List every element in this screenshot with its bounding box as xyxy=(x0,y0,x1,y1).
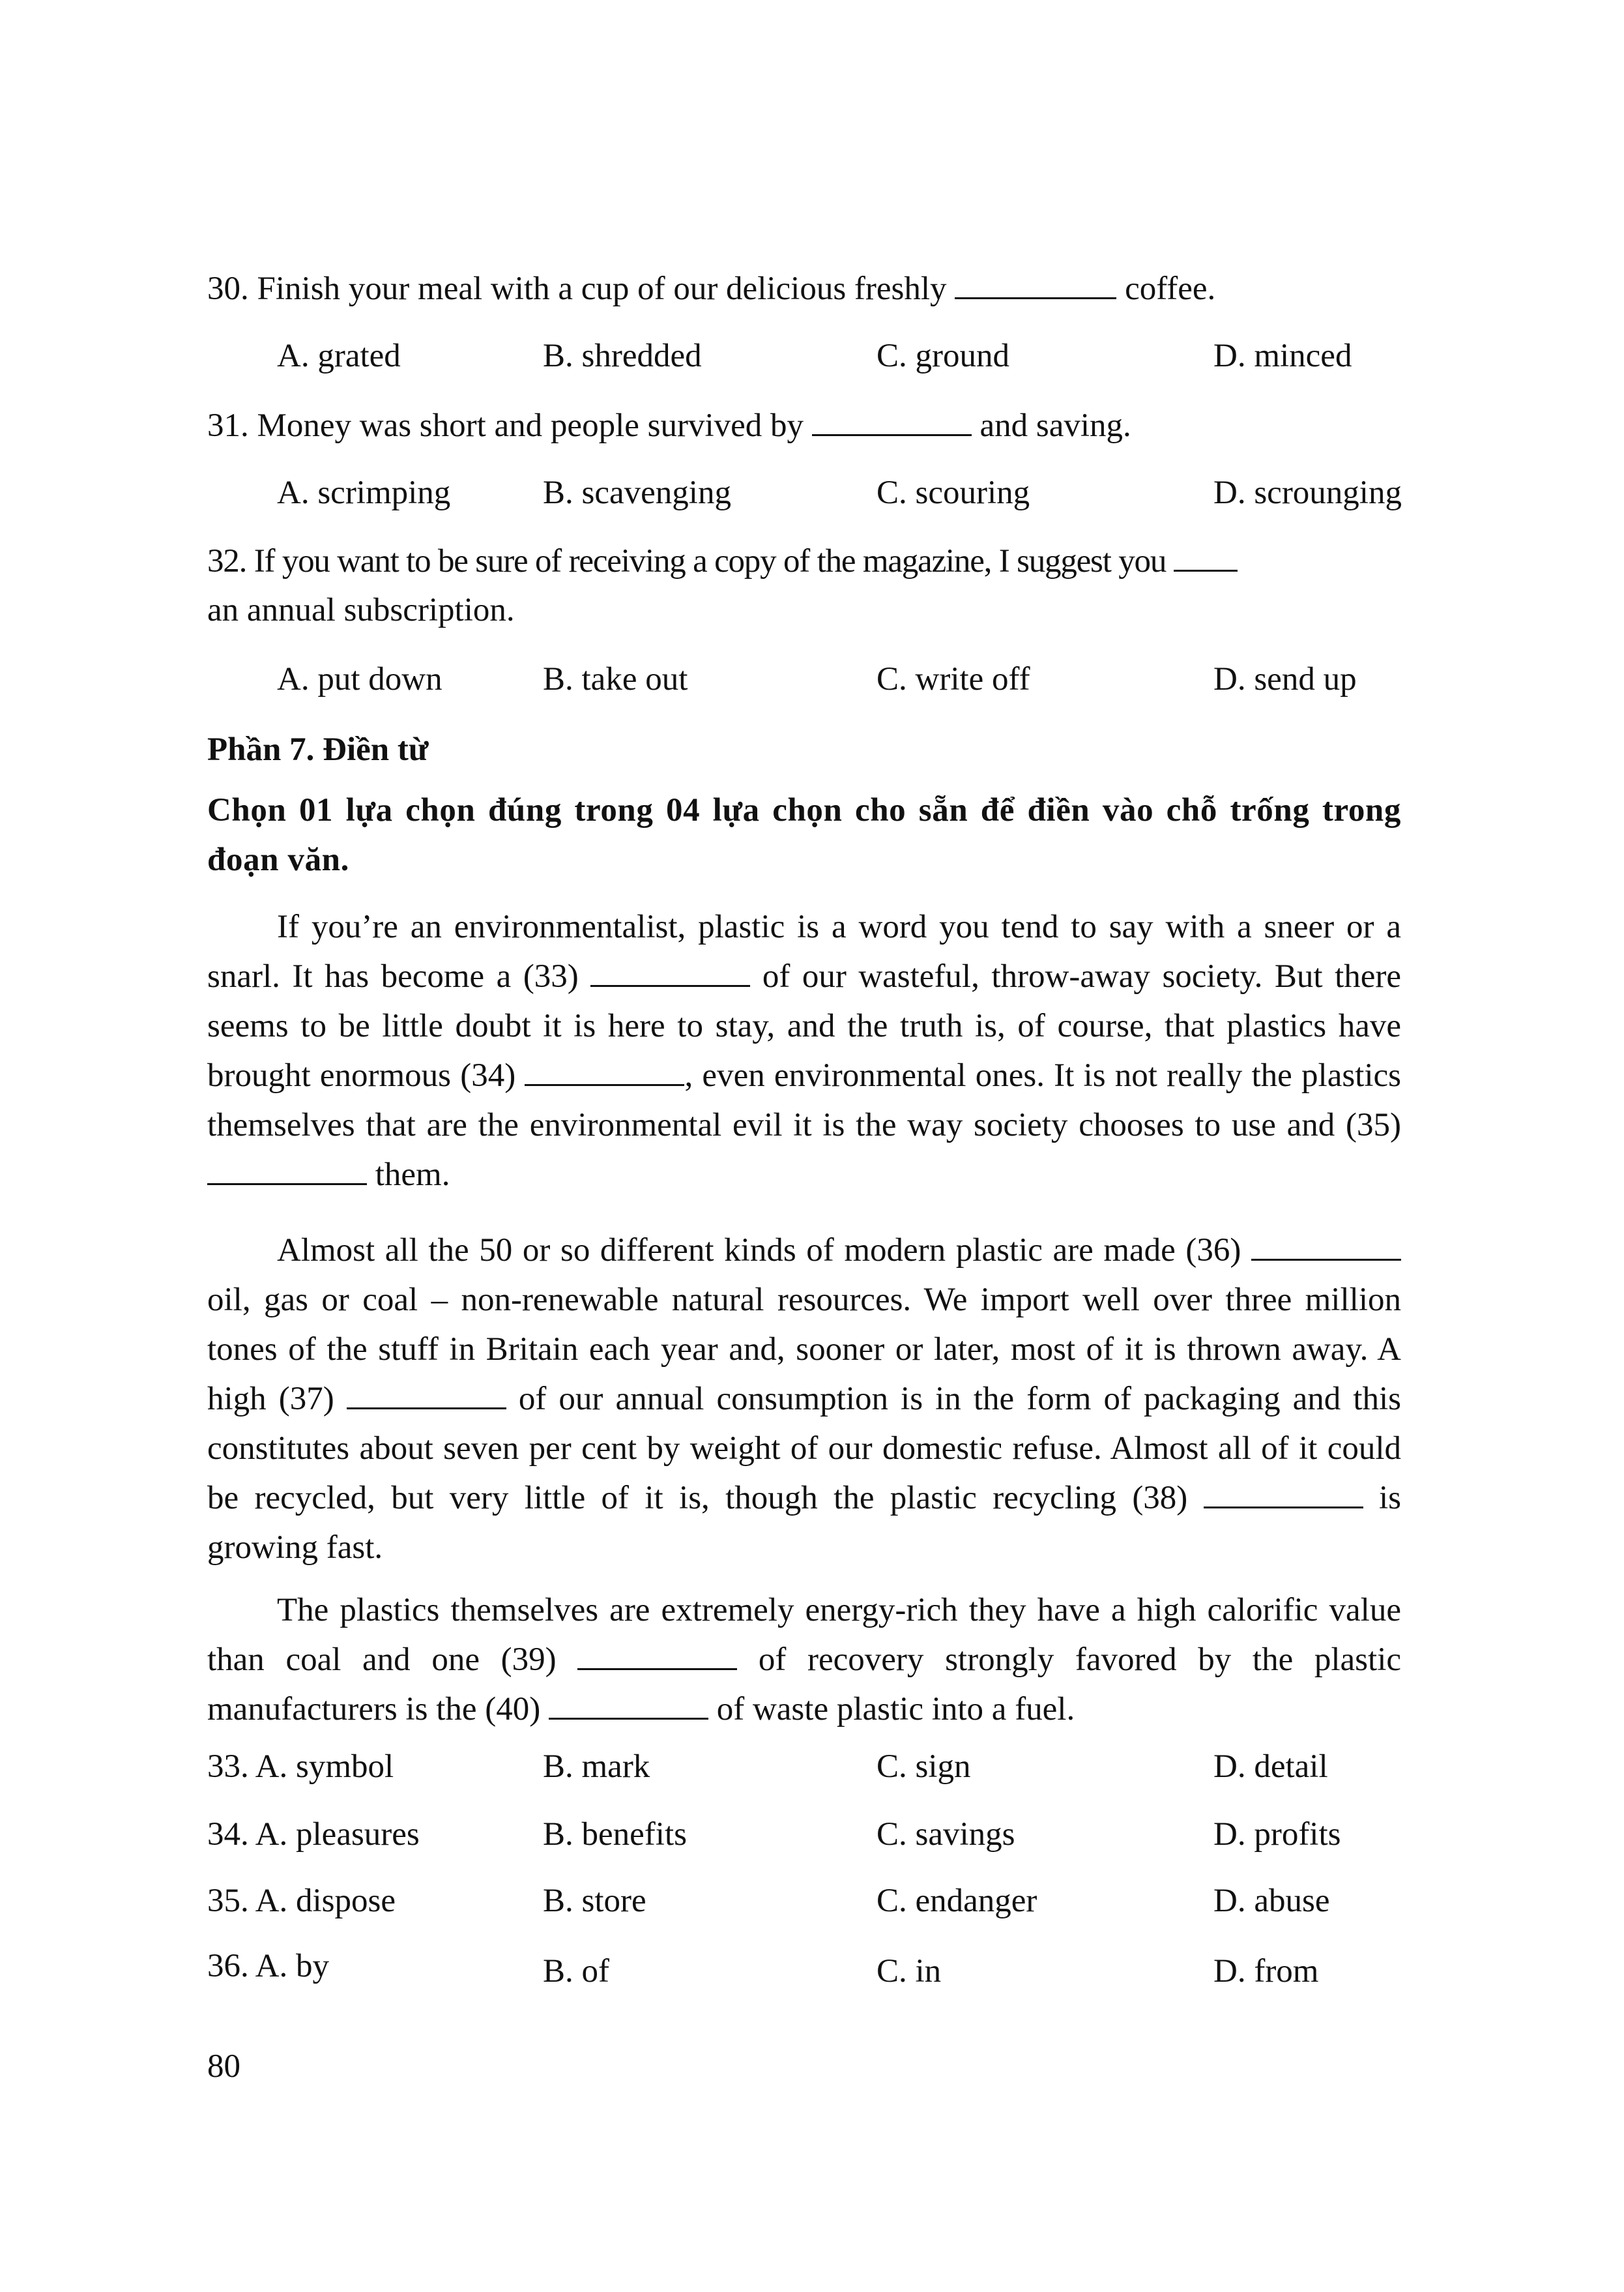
blank-39 xyxy=(577,1639,737,1670)
passage-p2-part-b: oil, gas or coal – non-renewable natural resources. We import well over three million tones of the stuff in Britain each year and, sooner or later, most of it is thrown away. A high (37) xyxy=(207,1282,1401,1417)
blank-33 xyxy=(590,956,750,987)
question-30-option-a: A. grated xyxy=(277,338,401,374)
answer-34-option-c: C. savings xyxy=(877,1816,1015,1853)
answer-33-option-a: 33. A. symbol xyxy=(207,1748,394,1785)
answer-35-option-c: C. endanger xyxy=(877,1883,1037,1919)
question-30-text-before: 30. Finish your meal with a cup of our delicious freshly xyxy=(207,271,947,307)
answer-36-option-c: C. in xyxy=(877,1953,942,1990)
question-32-option-b: B. take out xyxy=(543,661,688,698)
passage-p1-part-a: If you’re an environmentalist, plastic is a word you tend to say with a sneer or a snarl. It has become a (33) xyxy=(207,909,1401,995)
question-31-option-c: C. scouring xyxy=(877,475,1030,511)
passage-p3-part-c: of waste plastic into a fuel. xyxy=(716,1691,1075,1727)
question-31-option-b: B. scavenging xyxy=(543,475,731,511)
passage-p1-part-c: , even environmental ones. It is not really the plastics themselves that are the environmental evil it is the way society chooses to use and (35) xyxy=(207,1057,1402,1143)
question-31-option-a: A. scrimping xyxy=(277,475,451,511)
blank-34 xyxy=(525,1055,684,1086)
question-30-option-b: B. shredded xyxy=(543,338,702,374)
question-30-blank xyxy=(955,269,1116,299)
answer-34-option-d: D. profits xyxy=(1213,1816,1341,1853)
answer-35-option-a: 35. A. dispose xyxy=(207,1883,396,1919)
answer-33-option-d: D. detail xyxy=(1213,1748,1328,1785)
question-30-option-c: C. ground xyxy=(877,338,1009,374)
answer-33-option-b: B. mark xyxy=(543,1748,650,1785)
page-number: 80 xyxy=(207,2048,240,2085)
passage-p1-part-b: of our wasteful, throw-away society. But there seems to be little doubt it is here to stay, and the truth is, of course, that plastics have brought enormous (34) xyxy=(207,958,1401,1094)
answer-36-option-d: D. from xyxy=(1213,1953,1319,1990)
passage-p1-part-d: them. xyxy=(375,1156,450,1193)
blank-38 xyxy=(1204,1478,1363,1508)
question-31-text-before: 31. Money was short and people survived by xyxy=(207,407,804,444)
question-31-blank xyxy=(812,405,972,436)
question-31-text-after: and saving. xyxy=(979,407,1131,444)
question-32-option-d: D. send up xyxy=(1213,661,1357,698)
answer-36-option-a: 36. A. by xyxy=(207,1948,330,1984)
answer-35-option-d: D. abuse xyxy=(1213,1883,1330,1919)
section-instruction: Chọn 01 lựa chọn đúng trong 04 lựa chọn cho sẵn để điền vào chỗ trống trong đoạn văn. xyxy=(207,792,1401,878)
passage-p3-part-b: of recovery strongly favored by the plastic manufacturers is the (40) xyxy=(207,1641,1402,1727)
blank-40 xyxy=(549,1689,708,1720)
answer-35-option-b: B. store xyxy=(543,1883,646,1919)
question-32-stem xyxy=(207,541,1238,581)
passage-p3-part-a: The plastics themselves are extremely energy-rich they have a high calorific value than coal and one (39) xyxy=(207,1592,1401,1678)
passage-paragraph-1 xyxy=(207,902,1401,1199)
answer-34-option-a: 34. A. pleasures xyxy=(207,1816,420,1853)
question-31-stem xyxy=(207,405,1131,445)
answer-33-option-c: C. sign xyxy=(877,1748,971,1785)
passage-p2-part-a: Almost all the 50 or so different kinds of modern plastic are made (36) xyxy=(277,1232,1241,1269)
answer-34-option-b: B. benefits xyxy=(543,1816,687,1853)
question-30-stem xyxy=(207,269,1215,308)
blank-36 xyxy=(1251,1230,1401,1261)
passage-p2-part-d: is growing fast. xyxy=(207,1480,1402,1566)
question-30-text-after: coffee. xyxy=(1125,271,1216,307)
blank-35 xyxy=(207,1154,367,1185)
question-30-option-d: D. minced xyxy=(1213,338,1352,374)
question-32-stem-line2: an annual subscription. xyxy=(207,592,515,628)
passage-p2-part-c: of our annual consumption is in the form of packaging and this constitutes about seven per cent by weight of our domestic refuse. Almost all of it could be recycled, but very little of it is, though the plastic recycling (38) xyxy=(207,1381,1402,1516)
section-title: Phần 7. Điền từ xyxy=(207,731,429,768)
question-32-blank xyxy=(1174,541,1238,572)
passage-paragraph-2 xyxy=(207,1226,1401,1572)
question-32-option-a: A. put down xyxy=(277,661,442,698)
blank-37 xyxy=(347,1379,506,1409)
question-32-option-c: C. write off xyxy=(877,661,1030,698)
question-31-option-d: D. scrounging xyxy=(1213,475,1402,511)
answer-36-option-b: B. of xyxy=(543,1953,609,1990)
question-32-text-before: 32. If you want to be sure of receiving a copy of the magazine, I suggest you xyxy=(207,543,1167,580)
passage-paragraph-3 xyxy=(207,1585,1401,1734)
